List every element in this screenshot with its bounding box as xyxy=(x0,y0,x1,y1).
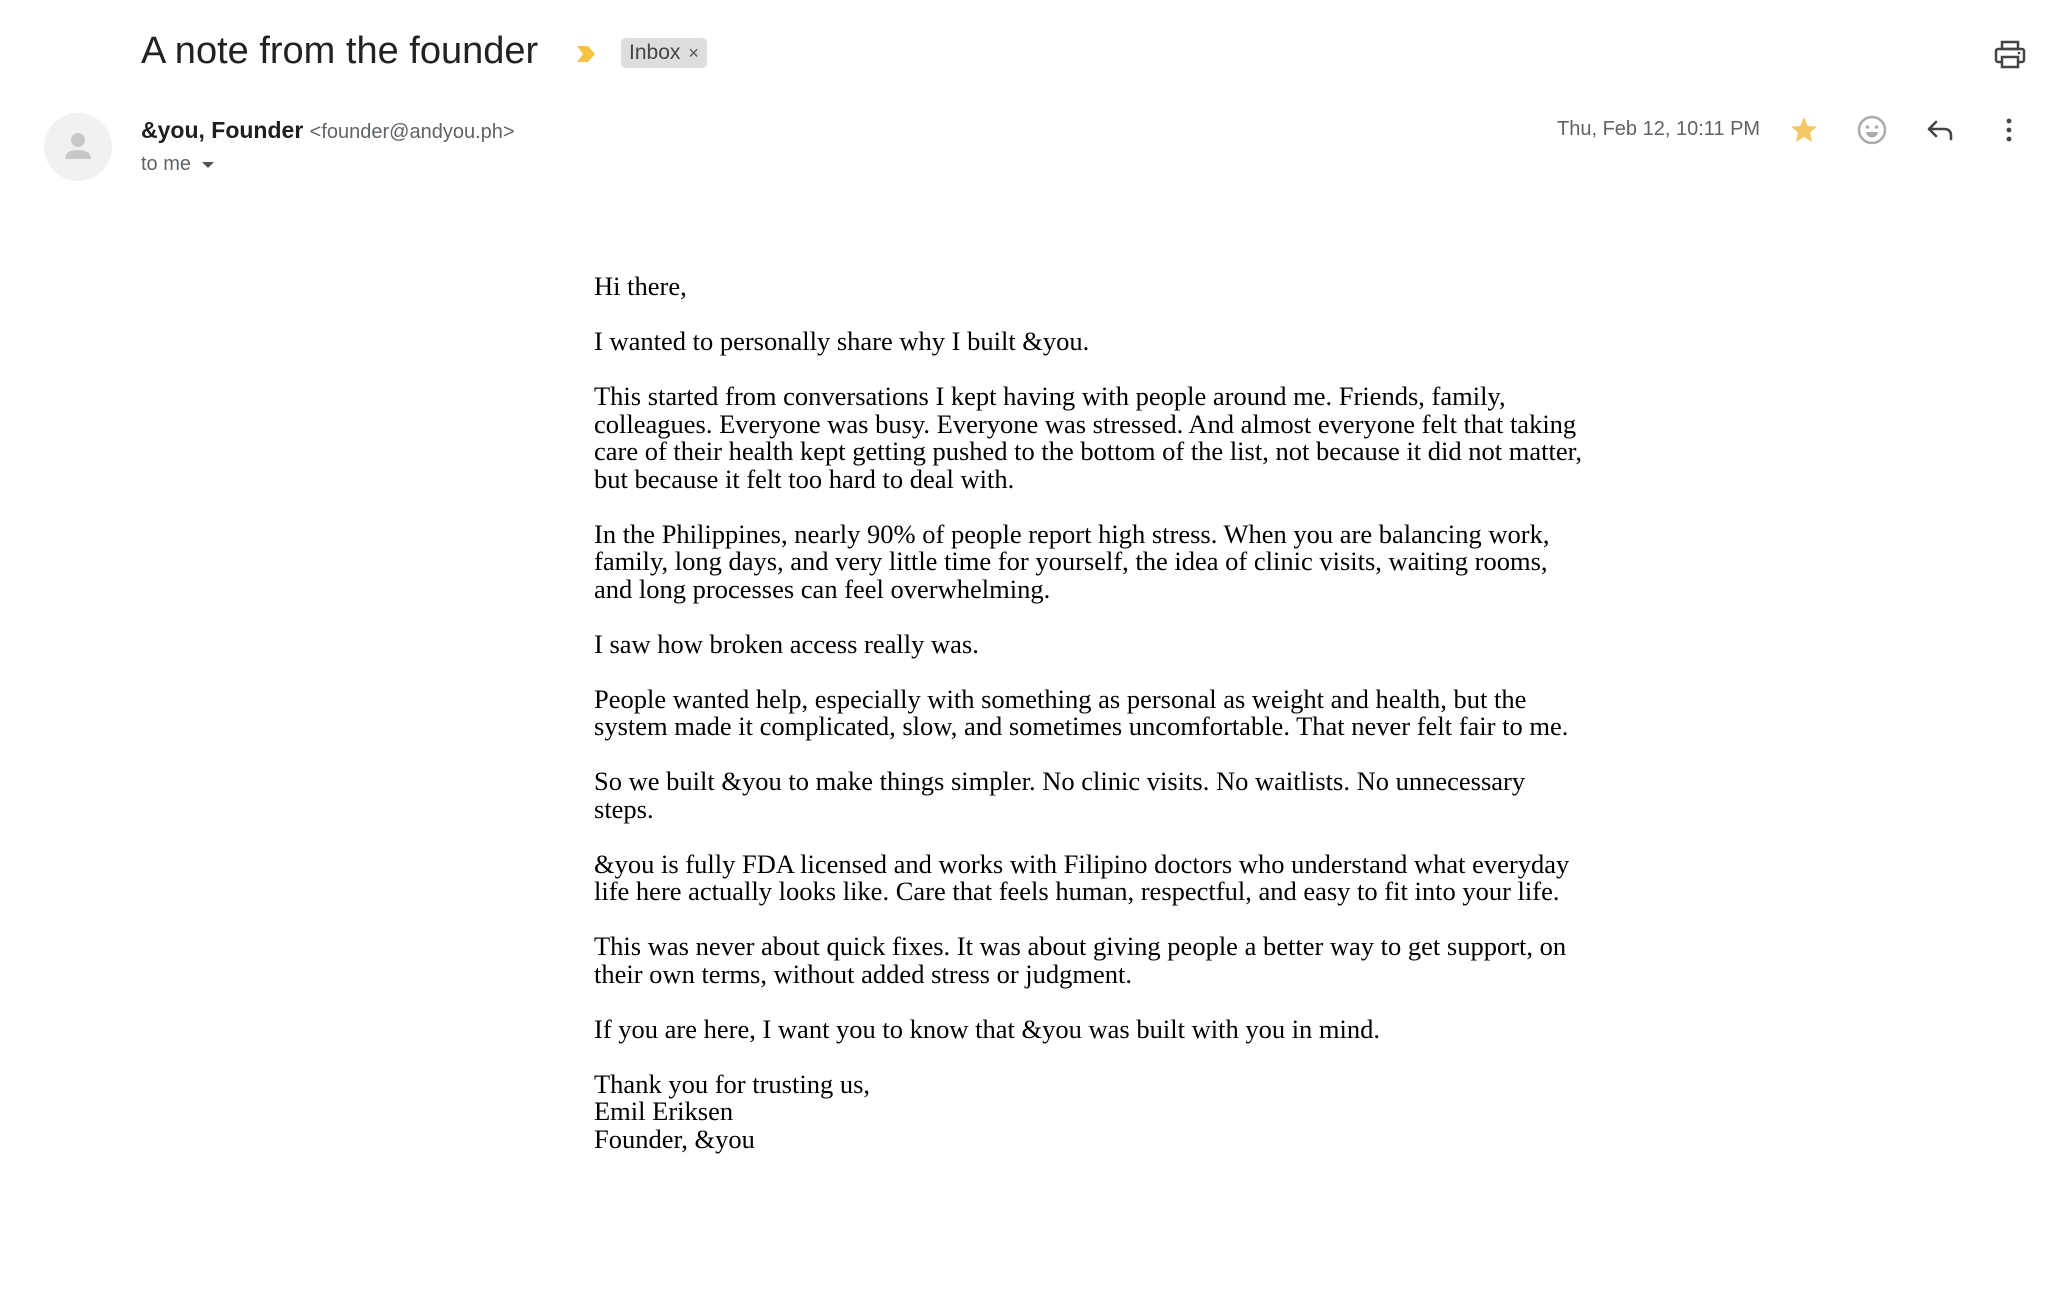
recipient-details-toggle[interactable] xyxy=(141,153,215,176)
emoji-reaction-icon[interactable] xyxy=(1856,114,1888,146)
remove-label-button[interactable]: × xyxy=(688,42,699,63)
email-subject: A note from the founder xyxy=(141,30,539,72)
print-icon[interactable] xyxy=(1994,40,2026,70)
signature-closing: Thank you for trusting us, xyxy=(594,1068,871,1099)
signature-title: Founder, &you xyxy=(594,1123,755,1154)
body-paragraph: I wanted to personally share why I built &you. xyxy=(594,326,1090,356)
signature xyxy=(594,1068,1584,1154)
more-options-icon[interactable] xyxy=(1993,114,2025,146)
sender-email: <founder@andyou.ph> xyxy=(309,121,515,143)
sender-line xyxy=(141,117,515,144)
body-paragraph: This started from conversations I kept having with people around me. Friends, family, colleagues. Everyone was busy. Everyone was stressed. And almost everyone felt that taking care of their health kept getting pushed to the bottom of the list, not because it did not matter, but because it felt too hard to deal with. xyxy=(594,381,1583,494)
body-paragraph: Hi there, xyxy=(594,271,687,301)
star-icon[interactable] xyxy=(1788,114,1820,146)
body-paragraph: So we built &you to make things simpler. No clinic visits. No waitlists. No unnecessary steps. xyxy=(594,766,1526,824)
chevron-down-icon[interactable] xyxy=(201,161,215,169)
person-icon xyxy=(44,113,112,181)
body-paragraph: &you is fully FDA licensed and works with Filipino doctors who understand what everyday life here actually looks like. Care that feels human, respectful, and easy to fit into your life. xyxy=(594,848,1570,906)
body-paragraph: In the Philippines, nearly 90% of people report high stress. When you are balancing work, family, long days, and very little time for yourself, the idea of clinic visits, waiting rooms, and long processes can feel overwhelming. xyxy=(594,518,1550,604)
sender-name[interactable]: &you, Founder xyxy=(141,117,304,143)
inbox-label-text: Inbox xyxy=(629,41,681,64)
reply-icon[interactable] xyxy=(1924,114,1956,146)
signature-name: Emil Eriksen xyxy=(594,1096,734,1126)
important-marker-icon[interactable] xyxy=(575,43,597,65)
body-paragraph: If you are here, I want you to know that &you was built with you in mind. xyxy=(594,1013,1381,1044)
inbox-label-chip xyxy=(621,38,707,68)
email-body xyxy=(594,273,1584,1153)
recipient-label: to me xyxy=(141,153,192,175)
body-paragraph: This was never about quick fixes. It was about giving people a better way to get support, on their own terms, without added stress or judgment. xyxy=(594,931,1567,989)
body-paragraph: I saw how broken access really was. xyxy=(594,628,979,659)
body-paragraph: People wanted help, especially with something as personal as weight and health, but the system made it complicated, slow, and sometimes uncomfortable. That never felt fair to me. xyxy=(594,683,1569,741)
email-date: Thu, Feb 12, 10:11 PM xyxy=(1557,118,1761,140)
sender-avatar[interactable] xyxy=(44,113,112,181)
